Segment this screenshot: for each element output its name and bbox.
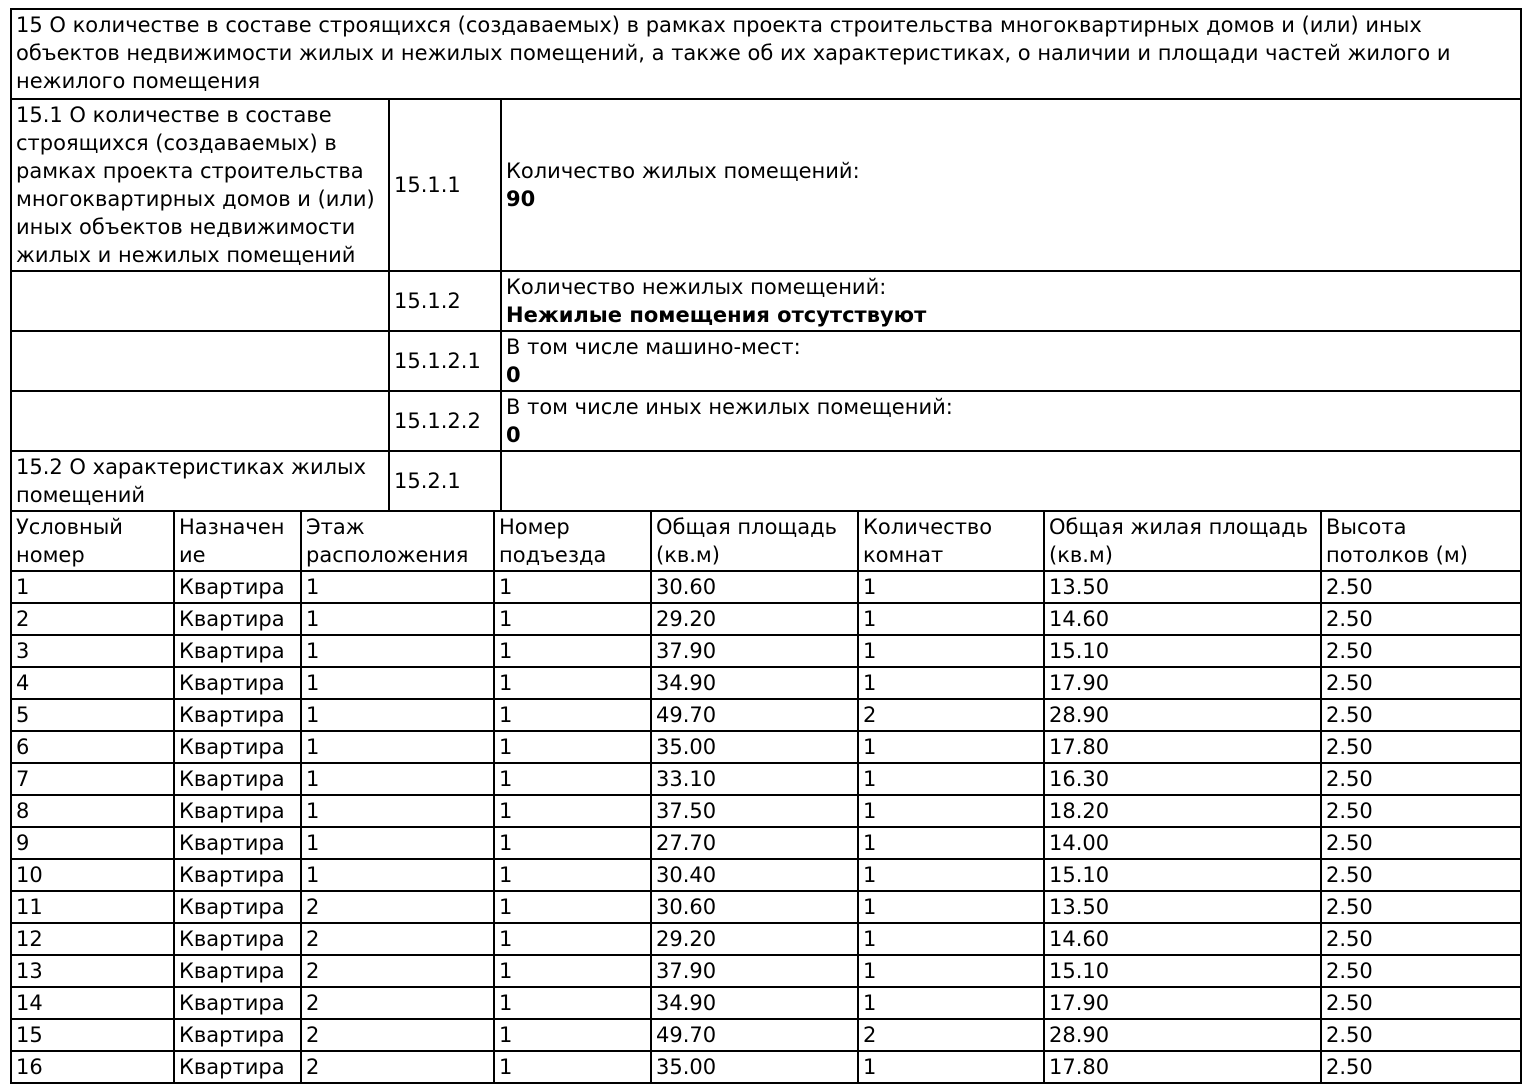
apartment-cell: 1 [858, 603, 1044, 635]
col-header: Количество комнат [858, 511, 1044, 571]
apartment-cell: 1 [494, 571, 651, 603]
apartment-row [11, 1019, 1521, 1051]
apartment-cell: Квартира [174, 699, 301, 731]
apartments-header-row [11, 511, 1521, 571]
apartment-cell: 1 [301, 731, 494, 763]
apartment-cell: 10 [11, 859, 174, 891]
apartment-cell: 2.50 [1321, 1051, 1521, 1083]
row-value-cell [501, 271, 1521, 331]
apartment-cell: 7 [11, 763, 174, 795]
apartment-cell: 2.50 [1321, 827, 1521, 859]
apartment-row [11, 827, 1521, 859]
apartment-cell: 1 [858, 731, 1044, 763]
apartment-cell: 2.50 [1321, 955, 1521, 987]
apartment-cell: 49.70 [651, 1019, 858, 1051]
apartment-row [11, 795, 1521, 827]
apartment-cell: Квартира [174, 955, 301, 987]
apartment-cell: Квартира [174, 891, 301, 923]
apartment-cell: 2.50 [1321, 859, 1521, 891]
apartment-cell: 37.50 [651, 795, 858, 827]
row-code: 15.1.2.2 [389, 391, 501, 451]
row-label [11, 391, 389, 451]
apartment-cell: 34.90 [651, 987, 858, 1019]
apartment-row [11, 891, 1521, 923]
apartment-cell: 2.50 [1321, 1019, 1521, 1051]
apartment-cell: Квартира [174, 827, 301, 859]
col-header: Высота потолков (м) [1321, 511, 1521, 571]
apartment-cell: 30.40 [651, 859, 858, 891]
apartment-cell: 12 [11, 923, 174, 955]
field-label: Количество нежилых помещений: [506, 275, 887, 299]
apartment-cell: 1 [858, 635, 1044, 667]
col-header: Общая жилая площадь (кв.м) [1044, 511, 1321, 571]
apartment-cell: 33.10 [651, 763, 858, 795]
apartment-cell: 1 [494, 731, 651, 763]
row-value-cell [501, 331, 1521, 391]
apartment-cell: 2.50 [1321, 699, 1521, 731]
apartment-cell: 13.50 [1044, 891, 1321, 923]
apartment-row [11, 731, 1521, 763]
section-row [11, 99, 1521, 271]
apartment-cell: 37.90 [651, 955, 858, 987]
apartment-cell: Квартира [174, 987, 301, 1019]
apartment-cell: 2 [301, 891, 494, 923]
field-label: В том числе иных нежилых помещений: [506, 395, 953, 419]
apartment-cell: 1 [301, 859, 494, 891]
apartment-cell: 13 [11, 955, 174, 987]
row-code: 15.1.2.1 [389, 331, 501, 391]
apartment-row [11, 667, 1521, 699]
col-header: Условный номер [11, 511, 174, 571]
apartment-cell: 1 [301, 635, 494, 667]
apartment-cell: 1 [301, 827, 494, 859]
apartment-cell: 1 [858, 763, 1044, 795]
apartment-cell: 17.90 [1044, 667, 1321, 699]
apartment-cell: 2.50 [1321, 635, 1521, 667]
apartment-cell: 15.10 [1044, 859, 1321, 891]
field-value: 0 [506, 423, 521, 447]
apartment-cell: Квартира [174, 635, 301, 667]
apartment-cell: 1 [858, 859, 1044, 891]
apartment-row [11, 955, 1521, 987]
apartment-cell: 28.90 [1044, 699, 1321, 731]
apartment-cell: 1 [858, 667, 1044, 699]
apartment-cell: 15.10 [1044, 635, 1321, 667]
row-label [11, 331, 389, 391]
apartment-cell: 8 [11, 795, 174, 827]
col-header: Общая площадь (кв.м) [651, 511, 858, 571]
apartment-cell: 2 [301, 1019, 494, 1051]
apartment-cell: 2 [301, 955, 494, 987]
section-15-body [11, 9, 1521, 511]
col-header: Этаж расположения [301, 511, 494, 571]
apartment-cell: 15 [11, 1019, 174, 1051]
apartment-cell: 35.00 [651, 731, 858, 763]
section-15-table [10, 8, 1522, 512]
apartment-cell: 1 [858, 827, 1044, 859]
apartment-cell: 1 [494, 891, 651, 923]
row-value-cell [501, 391, 1521, 451]
apartment-cell: 17.90 [1044, 987, 1321, 1019]
apartment-cell: 4 [11, 667, 174, 699]
apartment-cell: 14.60 [1044, 603, 1321, 635]
apartment-cell: 2 [301, 923, 494, 955]
col-header: Назначение [174, 511, 301, 571]
apartment-cell: 18.20 [1044, 795, 1321, 827]
apartment-cell: Квартира [174, 667, 301, 699]
apartment-cell: 1 [494, 987, 651, 1019]
apartment-row [11, 763, 1521, 795]
apartment-cell: 3 [11, 635, 174, 667]
apartment-cell: 1 [494, 667, 651, 699]
apartment-row [11, 603, 1521, 635]
apartment-cell: 30.60 [651, 571, 858, 603]
apartments-table [10, 510, 1522, 1084]
field-value: 90 [506, 187, 536, 211]
apartment-cell: 35.00 [651, 1051, 858, 1083]
apartment-cell: 6 [11, 731, 174, 763]
apartments-body [11, 571, 1521, 1083]
apartment-cell: 1 [494, 635, 651, 667]
apartment-cell: 2.50 [1321, 891, 1521, 923]
apartment-cell: 1 [494, 699, 651, 731]
row-value-cell [501, 99, 1521, 271]
apartment-cell: 1 [11, 571, 174, 603]
apartment-row [11, 571, 1521, 603]
apartment-cell: 1 [494, 1019, 651, 1051]
apartment-cell: 2.50 [1321, 571, 1521, 603]
apartment-cell: 1 [858, 1051, 1044, 1083]
row-label [11, 271, 389, 331]
apartment-cell: 1 [858, 955, 1044, 987]
apartment-cell: 17.80 [1044, 731, 1321, 763]
apartment-cell: Квартира [174, 859, 301, 891]
apartment-cell: Квартира [174, 571, 301, 603]
row-code: 15.1.2 [389, 271, 501, 331]
apartment-cell: 30.60 [651, 891, 858, 923]
apartment-cell: 17.80 [1044, 1051, 1321, 1083]
apartment-cell: Квартира [174, 1019, 301, 1051]
apartment-cell: 9 [11, 827, 174, 859]
apartment-cell: 2.50 [1321, 987, 1521, 1019]
apartment-cell: 2 [301, 1051, 494, 1083]
section-row [11, 271, 1521, 331]
apartment-cell: 2.50 [1321, 923, 1521, 955]
apartment-cell: 1 [301, 795, 494, 827]
field-label: В том числе машино-мест: [506, 335, 801, 359]
apartment-cell: 28.90 [1044, 1019, 1321, 1051]
apartment-cell: 2.50 [1321, 603, 1521, 635]
apartment-cell: 2 [858, 1019, 1044, 1051]
apartment-cell: Квартира [174, 1051, 301, 1083]
section-title-row [11, 9, 1521, 99]
apartment-cell: 2.50 [1321, 731, 1521, 763]
apartment-cell: 1 [494, 795, 651, 827]
apartment-row [11, 923, 1521, 955]
apartment-cell: 15.10 [1044, 955, 1321, 987]
field-value: 0 [506, 363, 521, 387]
apartment-cell: 27.70 [651, 827, 858, 859]
apartment-cell: 1 [494, 923, 651, 955]
apartment-cell: Квартира [174, 731, 301, 763]
row-value-cell [501, 451, 1521, 511]
section-title: 15 О количестве в составе строящихся (создаваемых) в рамках проекта строительства многоквартирных домов и (или) иных объектов недвижимости жилых и нежилых помещений, а также об их характеристиках, о наличии и площади частей жилого и нежилого помещения [11, 9, 1521, 99]
apartment-cell: 1 [858, 923, 1044, 955]
apartment-cell: 1 [494, 603, 651, 635]
apartment-cell: 2.50 [1321, 667, 1521, 699]
section-row [11, 451, 1521, 511]
apartment-cell: 2.50 [1321, 795, 1521, 827]
row-code: 15.1.1 [389, 99, 501, 271]
apartment-cell: 1 [858, 571, 1044, 603]
apartment-cell: Квартира [174, 603, 301, 635]
apartment-cell: 16.30 [1044, 763, 1321, 795]
apartment-cell: 14.60 [1044, 923, 1321, 955]
apartment-cell: 2 [301, 987, 494, 1019]
apartment-cell: 1 [301, 571, 494, 603]
field-label: Количество жилых помещений: [506, 159, 860, 183]
apartment-cell: 2 [11, 603, 174, 635]
section-row [11, 391, 1521, 451]
apartment-cell: 29.20 [651, 603, 858, 635]
row-label: 15.1 О количестве в составе строящихся (создаваемых) в рамках проекта строительства многоквартирных домов и (или) иных объектов недвижимости жилых и нежилых помещений [11, 99, 389, 271]
apartment-cell: 34.90 [651, 667, 858, 699]
apartment-cell: 1 [494, 859, 651, 891]
apartment-cell: 13.50 [1044, 571, 1321, 603]
apartment-cell: 1 [301, 699, 494, 731]
field-value: Нежилые помещения отсутствуют [506, 303, 927, 327]
row-code: 15.2.1 [389, 451, 501, 511]
apartment-cell: 14.00 [1044, 827, 1321, 859]
apartment-cell: 29.20 [651, 923, 858, 955]
apartment-cell: 1 [301, 603, 494, 635]
apartment-cell: 11 [11, 891, 174, 923]
apartment-cell: 1 [494, 1051, 651, 1083]
apartment-cell: Квартира [174, 923, 301, 955]
section-row [11, 331, 1521, 391]
row-label: 15.2 О характеристиках жилых помещений [11, 451, 389, 511]
apartment-cell: Квартира [174, 795, 301, 827]
apartment-cell: 37.90 [651, 635, 858, 667]
apartment-cell: 1 [494, 955, 651, 987]
apartment-cell: 2.50 [1321, 763, 1521, 795]
apartment-cell: 1 [494, 827, 651, 859]
apartment-row [11, 987, 1521, 1019]
apartment-cell: 1 [858, 987, 1044, 1019]
apartment-cell: 5 [11, 699, 174, 731]
apartment-cell: 1 [301, 763, 494, 795]
apartment-cell: 1 [858, 795, 1044, 827]
apartment-cell: Квартира [174, 763, 301, 795]
apartment-cell: 16 [11, 1051, 174, 1083]
apartment-cell: 14 [11, 987, 174, 1019]
apartment-row [11, 1051, 1521, 1083]
apartment-row [11, 699, 1521, 731]
apartment-row [11, 635, 1521, 667]
apartment-cell: 49.70 [651, 699, 858, 731]
apartment-cell: 1 [858, 891, 1044, 923]
apartment-cell: 2 [858, 699, 1044, 731]
apartment-row [11, 859, 1521, 891]
apartment-cell: 1 [494, 763, 651, 795]
col-header: Номер подъезда [494, 511, 651, 571]
apartment-cell: 1 [301, 667, 494, 699]
